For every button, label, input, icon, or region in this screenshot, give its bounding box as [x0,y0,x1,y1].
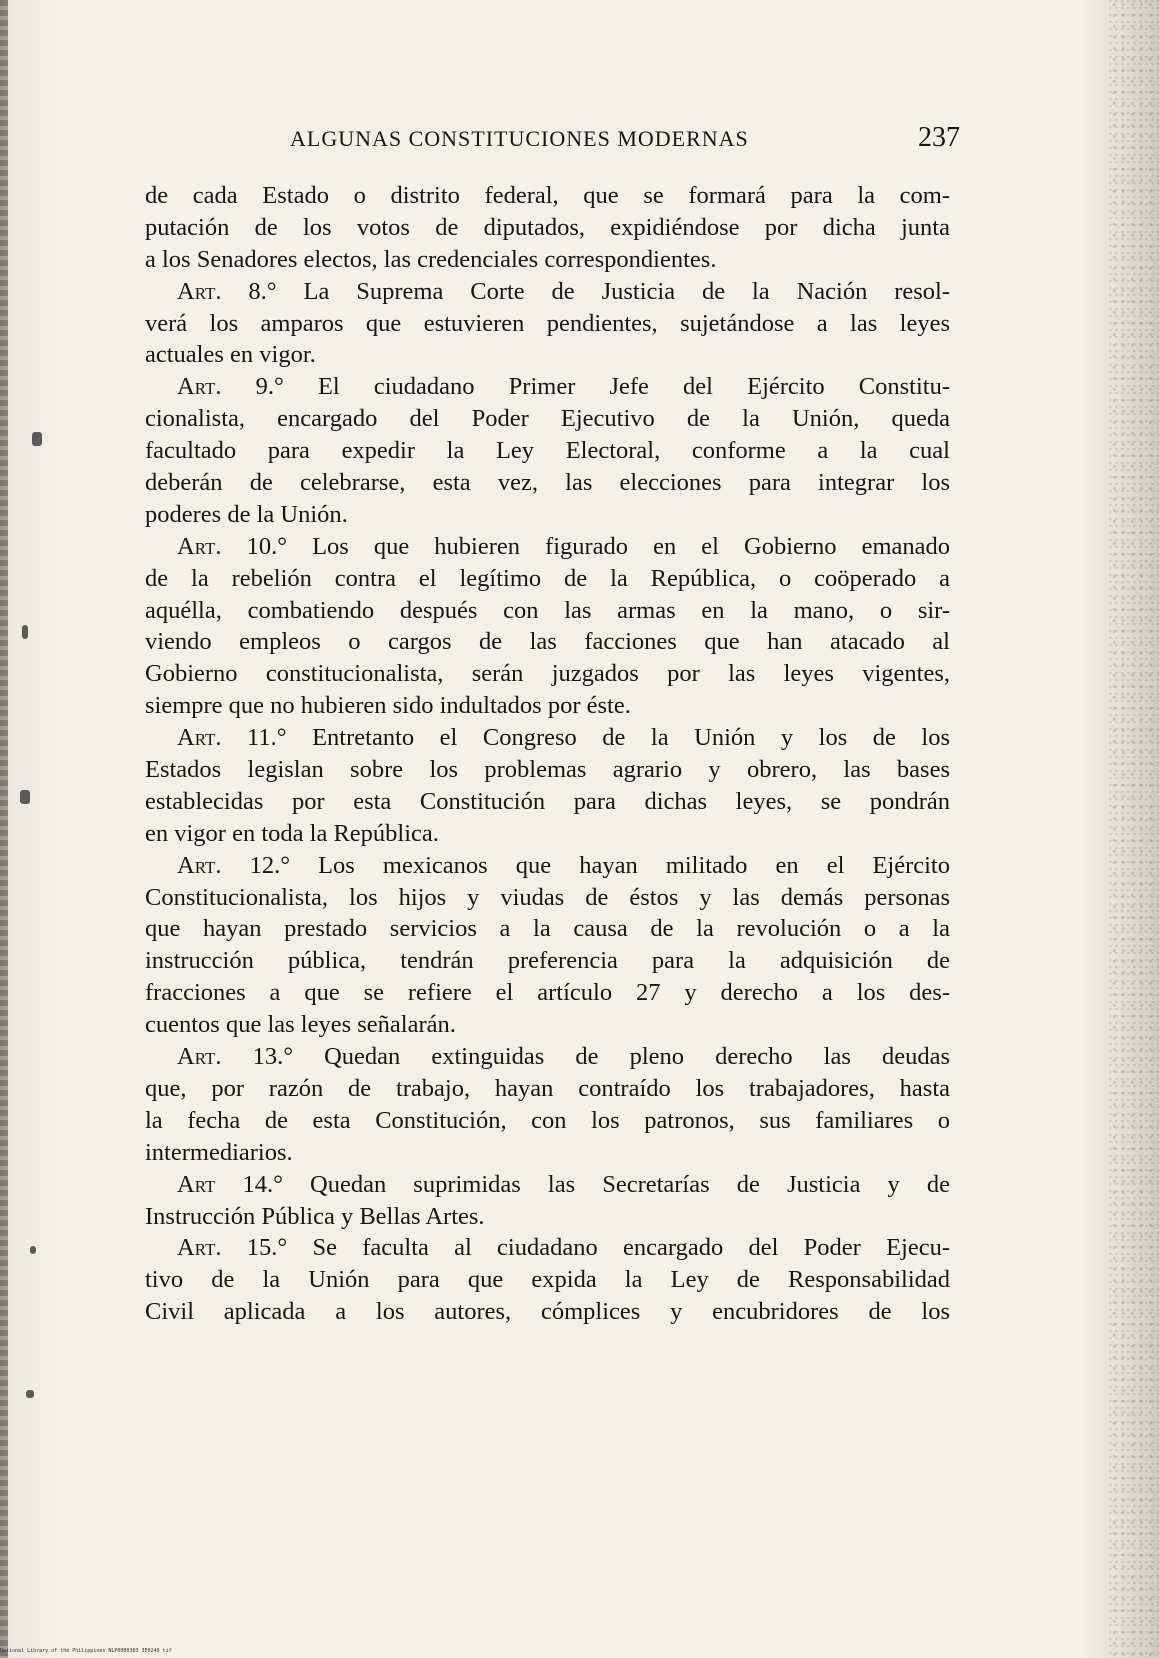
line-text: verá los amparos que estuvieren pendientes, sujetándose a las leyes [145,309,950,337]
line-text: Constitucionalista, los hijos y viudas de éstos y las demás personas [145,883,950,911]
line-text: aquélla, combatiendo después con las armas en la mano, o sir- [145,596,950,624]
line-text: Quedan extinguidas de pleno derecho las deudas [324,1043,950,1071]
text-line [145,531,950,563]
line-text: de la rebelión contra el legítimo de la República, o coöperado a [145,564,950,592]
line-text: establecidas por esta Constitución para dichas leyes, se pondrán [145,787,950,815]
text-line [145,180,950,212]
text-line [145,339,950,371]
text-line [145,882,950,914]
text-line [145,276,950,308]
article-label: Art. 8.° [177,277,277,305]
text-line [145,626,950,658]
line-text: siempre que no hubieren sido indultados por éste. [145,692,631,720]
line-text: a los Senadores electos, las credenciales correspondientes. [145,245,717,273]
text-line [145,1105,950,1137]
text-line [145,1009,950,1041]
line-text: Se faculta al ciudadano encargado del Poder Ejecu- [312,1234,950,1262]
text-line [145,371,950,403]
text-line [145,1169,950,1201]
text-line [145,595,950,627]
line-text: facultado para expedir la Ley Electoral, conforme a la cual [145,437,950,465]
text-line [145,945,950,977]
margin-speck [20,790,30,804]
line-text: viendo empleos o cargos de las facciones que han atacado al [145,628,950,656]
line-text: Los mexicanos que hayan militado en el Ejército [318,851,950,879]
text-line [145,690,950,722]
line-text: Instrucción Pública y Bellas Artes. [145,1202,485,1230]
line-text: Quedan suprimidas las Secretarías de Justicia y de [310,1170,950,1198]
text-line [145,658,950,690]
text-line [145,818,950,850]
text-line [145,977,950,1009]
line-text: poderes de la Unión. [145,500,348,528]
text-line [145,435,950,467]
text-line [145,722,950,754]
line-text: La Suprema Corte de Justicia de la Nación resol- [303,277,950,305]
line-text: de cada Estado o distrito federal, que se formará para la com- [145,182,950,209]
article-label: Art. 12.° [177,851,291,879]
line-text: la fecha de esta Constitución, con los patronos, sus familiares o [145,1106,950,1134]
text-line [145,1137,950,1169]
page-number: 237 [918,122,960,153]
margin-speck [32,432,42,446]
line-text: Civil aplicada a los autores, cómplices y encubridores de los [145,1298,950,1326]
article-label: Art. 13.° [177,1043,294,1071]
line-text: El ciudadano Primer Jefe del Ejército Constitu- [317,373,950,401]
line-text: actuales en vigor. [145,341,316,369]
article-label: Art. 11.° [177,724,287,752]
line-text: instrucción pública, tendrán preferencia para la adquisición de [145,947,950,975]
text-line [145,913,950,945]
text-line [145,1264,950,1296]
line-text: putación de los votos de diputados, expidiéndose por dicha junta [145,213,950,241]
margin-speck [30,1246,36,1254]
text-line [145,754,950,786]
line-text: fracciones a que se refiere el artículo 27 y derecho a los des- [145,979,950,1007]
article-label: Art. 15.° [177,1234,288,1262]
text-line [145,563,950,595]
text-line [145,1201,950,1233]
text-line [145,850,950,882]
page-noise-edge [1109,0,1159,1658]
scan-credit: National Library of the Philippines NLP00B0303 3E0240 tif [0,1648,172,1654]
text-line [145,244,950,276]
text-line [145,1232,950,1264]
text-line [145,499,950,531]
line-text: en vigor en toda la República. [145,819,439,847]
line-text: Gobierno constitucionalista, serán juzgados por las leyes vigentes, [145,660,950,688]
text-line [145,1073,950,1105]
line-text: cionalista, encargado del Poder Ejecutivo de la Unión, queda [145,405,950,433]
text-line [145,467,950,499]
text-line [145,212,950,244]
line-text: deberán de celebrarse, esta vez, las elecciones para integrar los [145,469,950,497]
line-text: que, por razón de trabajo, hayan contraído los trabajadores, hasta [145,1074,950,1102]
line-text: Los que hubieren figurado en el Gobierno emanado [312,532,951,560]
text-line [145,786,950,818]
page-header [290,122,960,162]
text-line [145,1296,950,1328]
line-text: cuentos que las leyes señalarán. [145,1011,456,1039]
line-text: Estados legislan sobre los problemas agrario y obrero, las bases [145,756,950,784]
article-label: Art. 9.° [177,373,284,401]
running-head: ALGUNAS CONSTITUCIONES MODERNAS [290,126,749,151]
body-text [145,180,950,1328]
line-text: intermediarios. [145,1138,293,1166]
page-binding-edge [0,0,8,1658]
margin-speck [26,1390,34,1398]
article-label: Art. 10.° [177,532,287,560]
article-label: Art 14.° [177,1170,283,1198]
text-line [145,1041,950,1073]
line-text: que hayan prestado servicios a la causa de la revolución o a la [145,915,950,943]
line-text: tivo de la Unión para que expida la Ley de Responsabilidad [145,1266,950,1294]
text-line [145,403,950,435]
text-line [145,308,950,340]
margin-speck [22,625,28,639]
line-text: Entretanto el Congreso de la Unión y los de los [312,724,951,752]
